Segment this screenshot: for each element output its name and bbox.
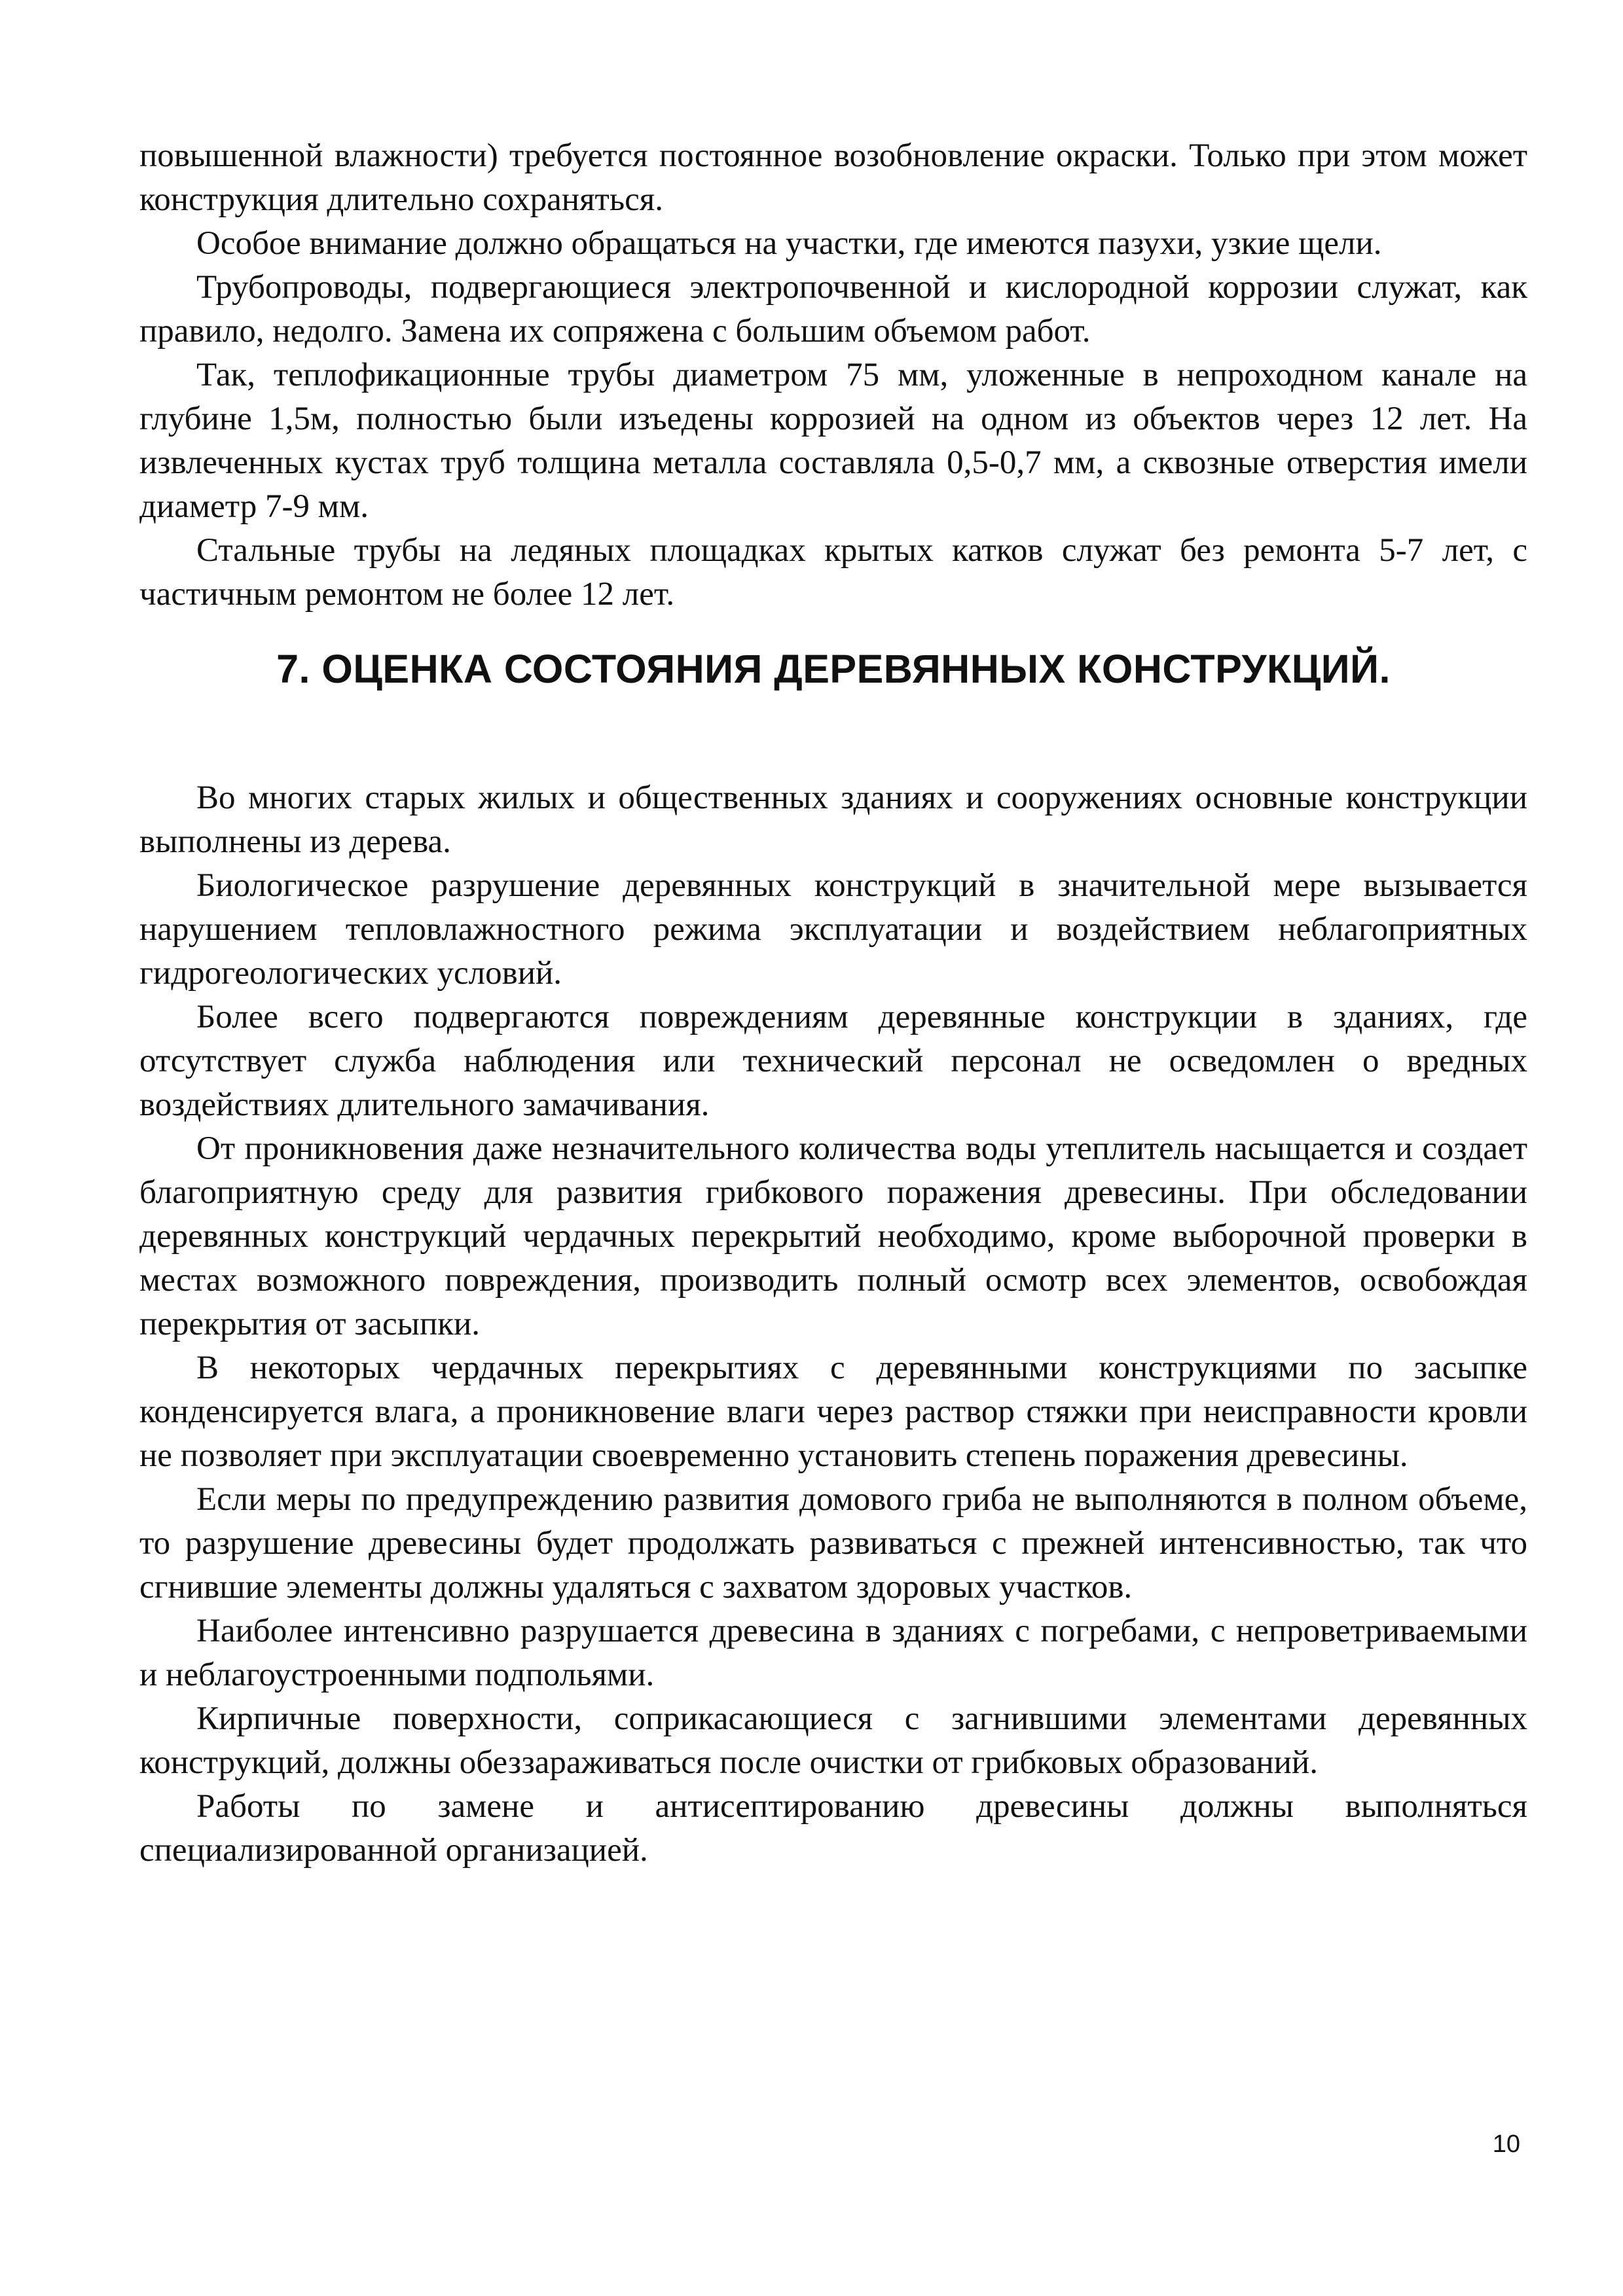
page-number: 10: [1492, 2130, 1520, 2158]
paragraph: Во многих старых жилых и общественных зданиях и сооружениях основные конструкции выполнены из дерева.: [139, 780, 1527, 860]
paragraph: Если меры по предупреждению развития домового гриба не выполняются в полном объеме, то разрушение древесины будет продолжать развиваться с прежней интенсивностью, так что сгнившие элементы должны удаляться с захватом здоровых участков.: [139, 1481, 1527, 1605]
paragraph: Стальные трубы на ледяных площадках крытых катков служат без ремонта 5-7 лет, с частичным ремонтом не более 12 лет.: [139, 532, 1527, 613]
paragraph-continuation: повышенной влажности) требуется постоянное возобновление окраски. Только при этом может конструкция длительно сохраняться.: [139, 137, 1527, 218]
section-heading: 7. ОЦЕНКА СОСТОЯНИЯ ДЕРЕВЯННЫХ КОНСТРУКЦИЙ.: [276, 647, 1391, 691]
paragraph: Трубопроводы, подвергающиеся электропочвенной и кислородной коррозии служат, как правило, недолго. Замена их сопряжена с большим объемом работ.: [139, 269, 1527, 350]
paragraph: Особое внимание должно обращаться на участки, где имеются пазухи, узкие щели.: [196, 225, 1382, 262]
paragraph: Биологическое разрушение деревянных конструкций в значительной мере вызывается нарушением тепловлажностного режима эксплуатации и воздействием неблагоприятных гидрогеологических условий.: [139, 867, 1527, 992]
paragraph: Кирпичные поверхности, соприкасающиеся с загнившими элементами деревянных конструкций, должны обеззараживаться после очистки от грибковых образований.: [139, 1700, 1527, 1781]
paragraph: Так, теплофикационные трубы диаметром 75 мм, уложенные в непроходном канале на глубине 1,5м, полностью были изъедены коррозией на одном из объектов через 12 лет. На извлеченных кустах труб толщина металла составляла 0,5-0,7 мм, а сквозные отверстия имели диаметр 7-9 мм.: [139, 357, 1527, 525]
paragraph: От проникновения даже незначительного количества воды утеплитель насыщается и создает благоприятную среду для развития грибкового поражения древесины. При обследовании деревянных конструкций чердачных перекрытий необходимо, кроме выборочной проверки в местах возможного повреждения, производить полный осмотр всех элементов, освобождая перекрытия от засыпки.: [139, 1130, 1527, 1342]
paragraph: Работы по замене и антисептированию древесины должны выполняться специализированной организацией.: [139, 1788, 1527, 1869]
document-page: [139, 134, 1527, 1873]
paragraph: Наиболее интенсивно разрушается древесина в зданиях с погребами, с непроветриваемыми и неблагоустроенными подпольями.: [139, 1613, 1527, 1693]
paragraph: В некоторых чердачных перекрытиях с деревянными конструкциями по засыпке конденсируется влага, а проникновение влаги через раствор стяжки при неисправности кровли не позволяет при эксплуатации своевременно установить степень поражения древесины.: [139, 1350, 1527, 1474]
paragraph: Более всего подвергаются повреждениям деревянные конструкции в зданиях, где отсутствует служба наблюдения или технический персонал не осведомлен о вредных воздействиях длительного замачивания.: [139, 999, 1527, 1123]
